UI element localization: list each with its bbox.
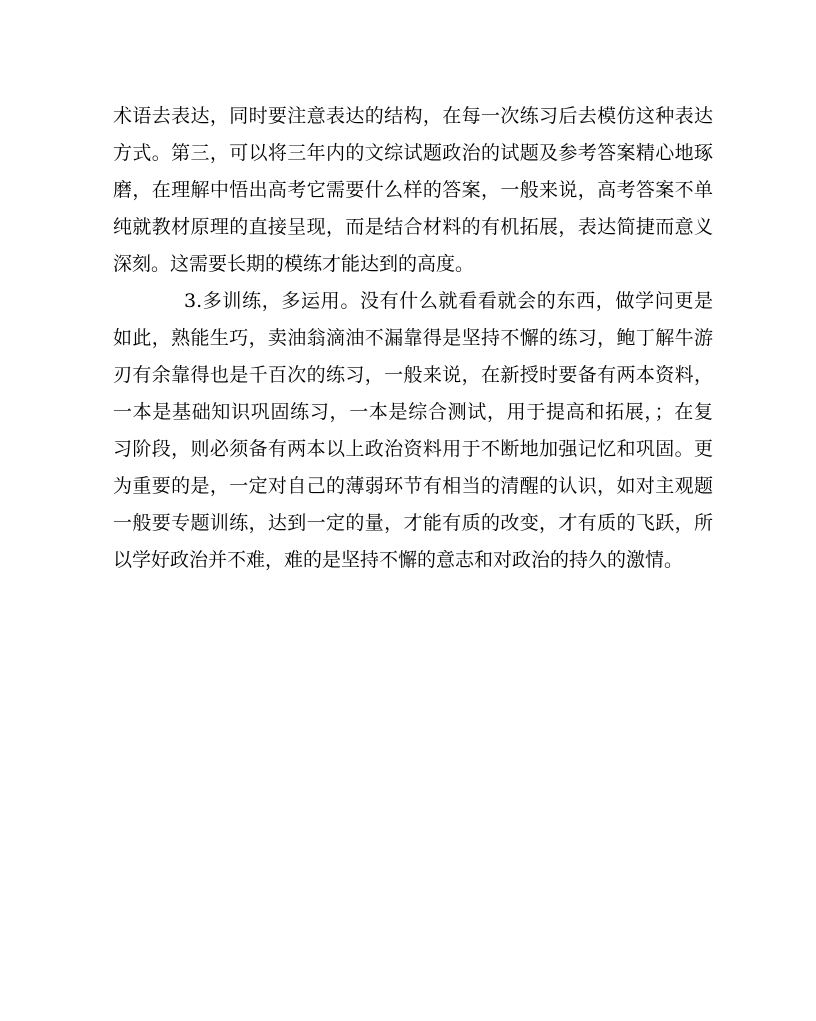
document-body (113, 98, 713, 579)
text-line: 为重要的是，一定对自己的薄弱环节有相当的清醒的认识，如对主观题 (113, 475, 713, 497)
text-line: 一本是基础知识巩固练习，一本是综合测试，用于提高和拓展，；在复 (113, 401, 713, 423)
text-line: 磨，在理解中悟出高考它需要什么样的答案，一般来说，高考答案不单 (113, 179, 713, 201)
text-line: 术语去表达，同时要注意表达的结构，在每一次练习后去模仿这种表达 (113, 105, 713, 127)
text-line: 刃有余靠得也是千百次的练习，一般来说，在新授时要备有两本资料， (113, 364, 713, 386)
text-line: 如此，熟能生巧，卖油翁滴油不漏靠得是坚持不懈的练习，鲍丁解牛游 (113, 327, 713, 349)
text-line: 以学好政治并不难，难的是坚持不懈的意志和对政治的持久的激情。 (113, 549, 684, 571)
text-line: 方式。第三，可以将三年内的文综试题政治的试题及参考答案精心地琢 (113, 142, 713, 164)
text-line: 一般要专题训练，达到一定的量，才能有质的改变，才有质的飞跃，所 (113, 512, 713, 534)
text-line: 纯就教材原理的直接呈现，而是结合材料的有机拓展，表达简捷而意义 (113, 216, 713, 238)
paragraph-2 (113, 283, 713, 579)
paragraph-1 (113, 98, 713, 283)
text-line: 深刻。这需要长期的模练才能达到的高度。 (113, 253, 475, 275)
text-line: 3.多训练，多运用。没有什么就看看就会的东西，做学问更是 (184, 290, 713, 312)
text-line: 习阶段，则必须备有两本以上政治资料用于不断地加强记忆和巩固。更 (113, 438, 713, 460)
